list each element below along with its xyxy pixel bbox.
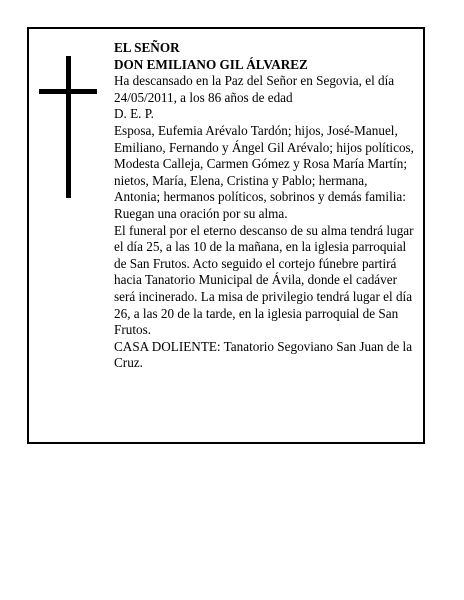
family-list: Esposa, Eufemia Arévalo Tardón; hijos, José-Manuel, Emiliano, Fernando y Ángel Gil Arévalo; hijos políticos, Modesta Calleja, Carmen Gómez y Rosa María Martín; nietos, María, Elena, Cristina y Pablo; hermana, Antonia; hermanos políticos, sobrinos y demás familia: bbox=[114, 122, 414, 205]
death-statement: Ha descansado en la Paz del Señor en Segovia, el día 24/05/2011, a los 86 años de edad bbox=[114, 73, 395, 105]
notice-body bbox=[114, 40, 416, 372]
dep-line: D. E. P. bbox=[114, 106, 154, 122]
notice-title: EL SEÑOR bbox=[114, 40, 180, 55]
cross-horizontal-bar bbox=[39, 89, 97, 94]
cross-icon bbox=[39, 56, 97, 198]
prayer-request: Ruegan una oración por su alma. bbox=[114, 205, 288, 221]
cross-vertical-bar bbox=[66, 56, 71, 198]
obituary-notice bbox=[27, 27, 425, 444]
funeral-details: El funeral por el eterno descanso de su alma tendrá lugar el día 25, a las 10 de la mañana, en la iglesia parroquial de San Frutos. Acto seguido el cortejo fúnebre partirá hacia Tanatorio Municipal de Ávila, donde el cadáver será incinerado. La misa de privilegio tendrá lugar el día 26, a las 20 de la tarde, en la iglesia parroquial de San Frutos. bbox=[114, 222, 414, 338]
deceased-name: DON EMILIANO GIL ÁLVAREZ bbox=[114, 56, 308, 72]
mourning-house: CASA DOLIENTE: Tanatorio Segoviano San Juan de la Cruz. bbox=[114, 338, 413, 371]
